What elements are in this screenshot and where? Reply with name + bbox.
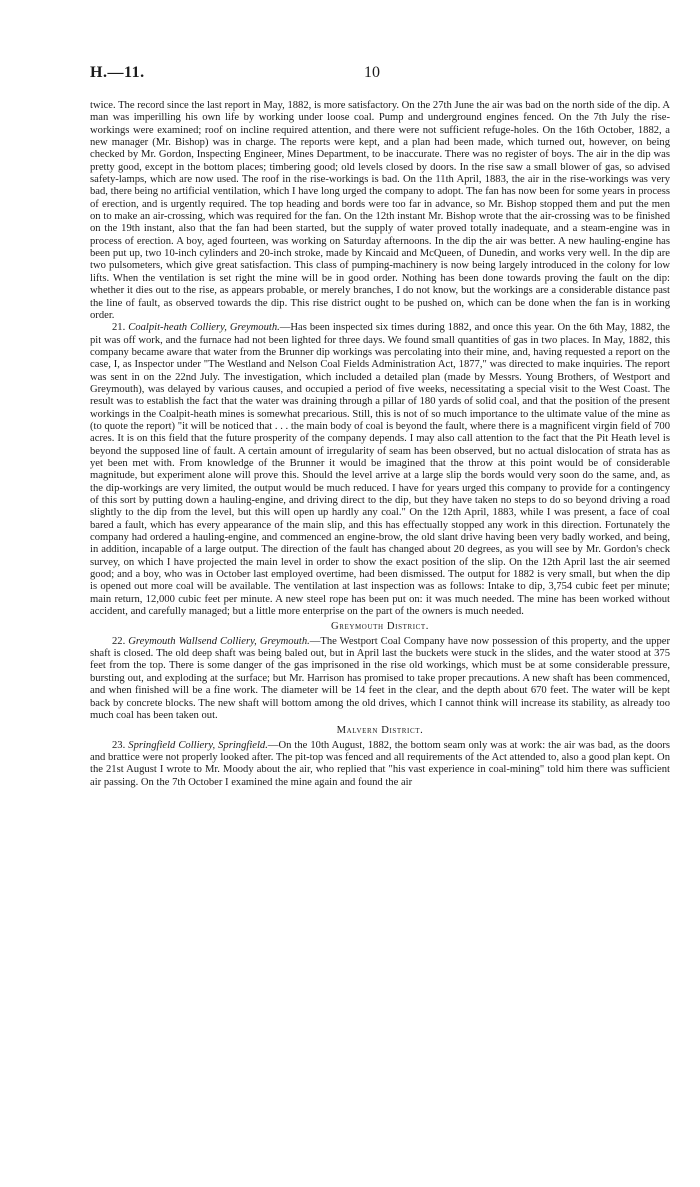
section-heading-greymouth: Greymouth District. — [330, 621, 430, 633]
section-heading-malvern: Malvern District. — [336, 725, 424, 737]
page-header — [90, 64, 650, 88]
paragraph-item-23 — [90, 740, 670, 789]
paragraph-item-21 — [90, 322, 670, 618]
paragraph-text: —On the 10th August, 1882, the bottom seam only was at work: the air was bad, as the doors and brattice were not properly looked after. The pit-top was fenced and all requirements of the Act attended to, also a good plan kept. On the 21st August I wrote to Mr. Moody about the air, who replied that "his vast experience in coal-mining" told him there was sufficient air passing. On the 7th October I examined the mine again and found the air — [90, 739, 670, 788]
paragraph-text: —The Westport Coal Company have now possession of this property, and the upper shaft is closed. The old deep shaft was being baled out, but in April last the buckets were stuck in the slides, and the water stood at 375 feet from the top. There is some danger of the gas imprisoned in the rise old workings, which must be at some considerable pressure, bursting out, and exploding at the surface; but Mr. Harrison has promised to take proper precautions. A new shaft has been commenced, and when finished will be a fine work. The diameter will be 14 feet in the clear, and the depth about 670 feet. The water will be kept back by concrete blocks. The new shaft will bottom among the old drives, which I cannot think will increase its stability, as already too much coal has been taken out. — [90, 635, 671, 721]
item-number: 23. — [112, 739, 126, 751]
colliery-title: Springfield Colliery, Springfield. — [128, 739, 268, 751]
paragraph-item-22 — [90, 636, 670, 722]
colliery-title: Coalpit-heath Colliery, Greymouth. — [128, 322, 280, 334]
paragraph-continuation — [90, 100, 670, 322]
item-number: 21. — [112, 322, 126, 334]
paragraph-text: twice. The record since the last report in May, 1882, is more satisfactory. On the 27th June the air was bad on the north side of the dip. A man was imperilling his own life by working under loose coal. Pump and underground engines fenced. On the 7th July the rise-workings were examined; roof on incline required attention, and there were not sufficient refuge-holes. On the 16th October, 1882, a new manager (Mr. Bishop) was in charge. The reports were kept, and a plan had been made, which turned out, however, on being checked by Mr. Gordon, Inspecting Engineer, Mines Department, to be inaccurate. There was no register of boys. The air in the dip was pretty good, except in the bottom places; timbering good; old levels closed by doors. In the rise saw a small blower of gas, so advised safety-lamps, which are now used. The roof in the rise-workings is bad. On the 11th April, 1883, the air in the rise-workings was very bad, there being no artificial ventilation, which I have long urged the company to adopt. The fan has now been for some years in process of erection, and is urgently required. The top heading and bords were too far in advance, so Mr. Bishop stopped them and put the men on to make an air-crossing, which was required for the fan. On the 12th instant Mr. Bishop wrote that the air-crossing was to be finished on the 19th instant, also that the fan had been started, but the supply of water proved totally inadequate, and a steam-engine was in process of erection. A boy, aged fourteen, was working on Saturday afternoons. In the dip the air was better. A new hauling-engine has been put up, two 10-inch cylinders and 20-inch stroke, made by Kincaid and McQueen, of Dunedin, and works very well. In the dip are two pulsometers, which give great satisfaction. This class of pumping-machinery is now being largely introduced in the colony for low lifts. When the ventilation is set right the mine will be in good order. Nothing has been done towards proving the fault on the dip: whether it dies out to the rise, as appears probable, or merely branches, I do not know, but the workings are a considerable distance past the line of fault, as observed towards the dip. This rise district ought to be pushed on, which can be done when the fan is in working order. — [90, 100, 670, 321]
page-number: 10 — [364, 64, 380, 81]
document-body — [90, 100, 670, 789]
colliery-title: Greymouth Wallsend Colliery, Greymouth. — [128, 635, 310, 647]
paragraph-text: —Has been inspected six times during 1882, and once this year. On the 6th May, 1882, the pit was off work, and the furnace had not been lighted for three days. We found small quantities of gas in two places. In May, 1882, this company became aware that water from the Brunner dip workings was percolating into their mine, and, having requested a report on the case, I, as Inspector under "The Westland and Nelson Coal Fields Administration Act, 1877," was directed to make inquiries. The report was sent in on the 22nd July. The investigation, which included a detailed plan (made by Messrs. Young Brothers, of Westport and Greymouth), was delayed by various causes, and occupied a period of five weeks, necessitating a special visit to the West Coast. The result was to establish the fact that the water was draining through a pillar of 180 yards of solid coal, and that the position of the present workings in the Coalpit-heath mines is somewhat precarious. Still, this is not of so much importance to the ultimate value of the mine as (to quote the report) "it will be noticed that . . . the main body of coal is beyond the fault, where there is a magnificent virgin field of 700 acres. It is on this field that the future prosperity of the company depends. I may also call attention to the fact that the Pit Heath level is beyond the supposed line of fault. A certain amount of irregularity of seam has been observed, but no actual dislocation of strata has as yet been met with. From knowledge of the Brunner it would be imagined that the throw at this point would be of considerable magnitude, but experiment alone will prove this. Should the level arrive at a large slip the bords would very soon do the same, and, as the dip-workings are very limited, the output would be much reduced. I have for years urged this company to provide for a contingency of this sort by putting down a hauling-engine, and driving direct to the dip, but they have taken no steps to do so beyond driving a road slightly to the dip from the level, but this will open up hardly any coal." On the 12th April, 1883, while I was present, a face of coal bared a fault, which has every appearance of the main slip, and this has effectually stopped any work in this direction. Fortunately the company had ordered a hauling-engine, and commenced an engine-brow, the old slant drive having been very badly worked, and being, in addition, incapable of a large output. The direction of the fault has changed about 20 degrees, as you will see by Mr. Gordon's check survey, on which I have projected the main level in order to show the exact position of the slip. On the 12th April last the air seemed good; and a boy, who was in October last employed overtime, had been dismissed. The output for 1882 is very small, but when the dip is opened out more coal will be available. The ventilation at last inspection was as follows: Intake to dip, 3,754 cubic feet per minute; main return, 12,000 cubic feet per minute. A new steel rope has been put on: it was much needed. The mine has been worked without accident, and carefully managed; but a little more enterprise on the part of the owners is much needed. — [90, 322, 670, 618]
document-reference: H.—11. — [90, 64, 145, 81]
item-number: 22. — [112, 635, 126, 647]
